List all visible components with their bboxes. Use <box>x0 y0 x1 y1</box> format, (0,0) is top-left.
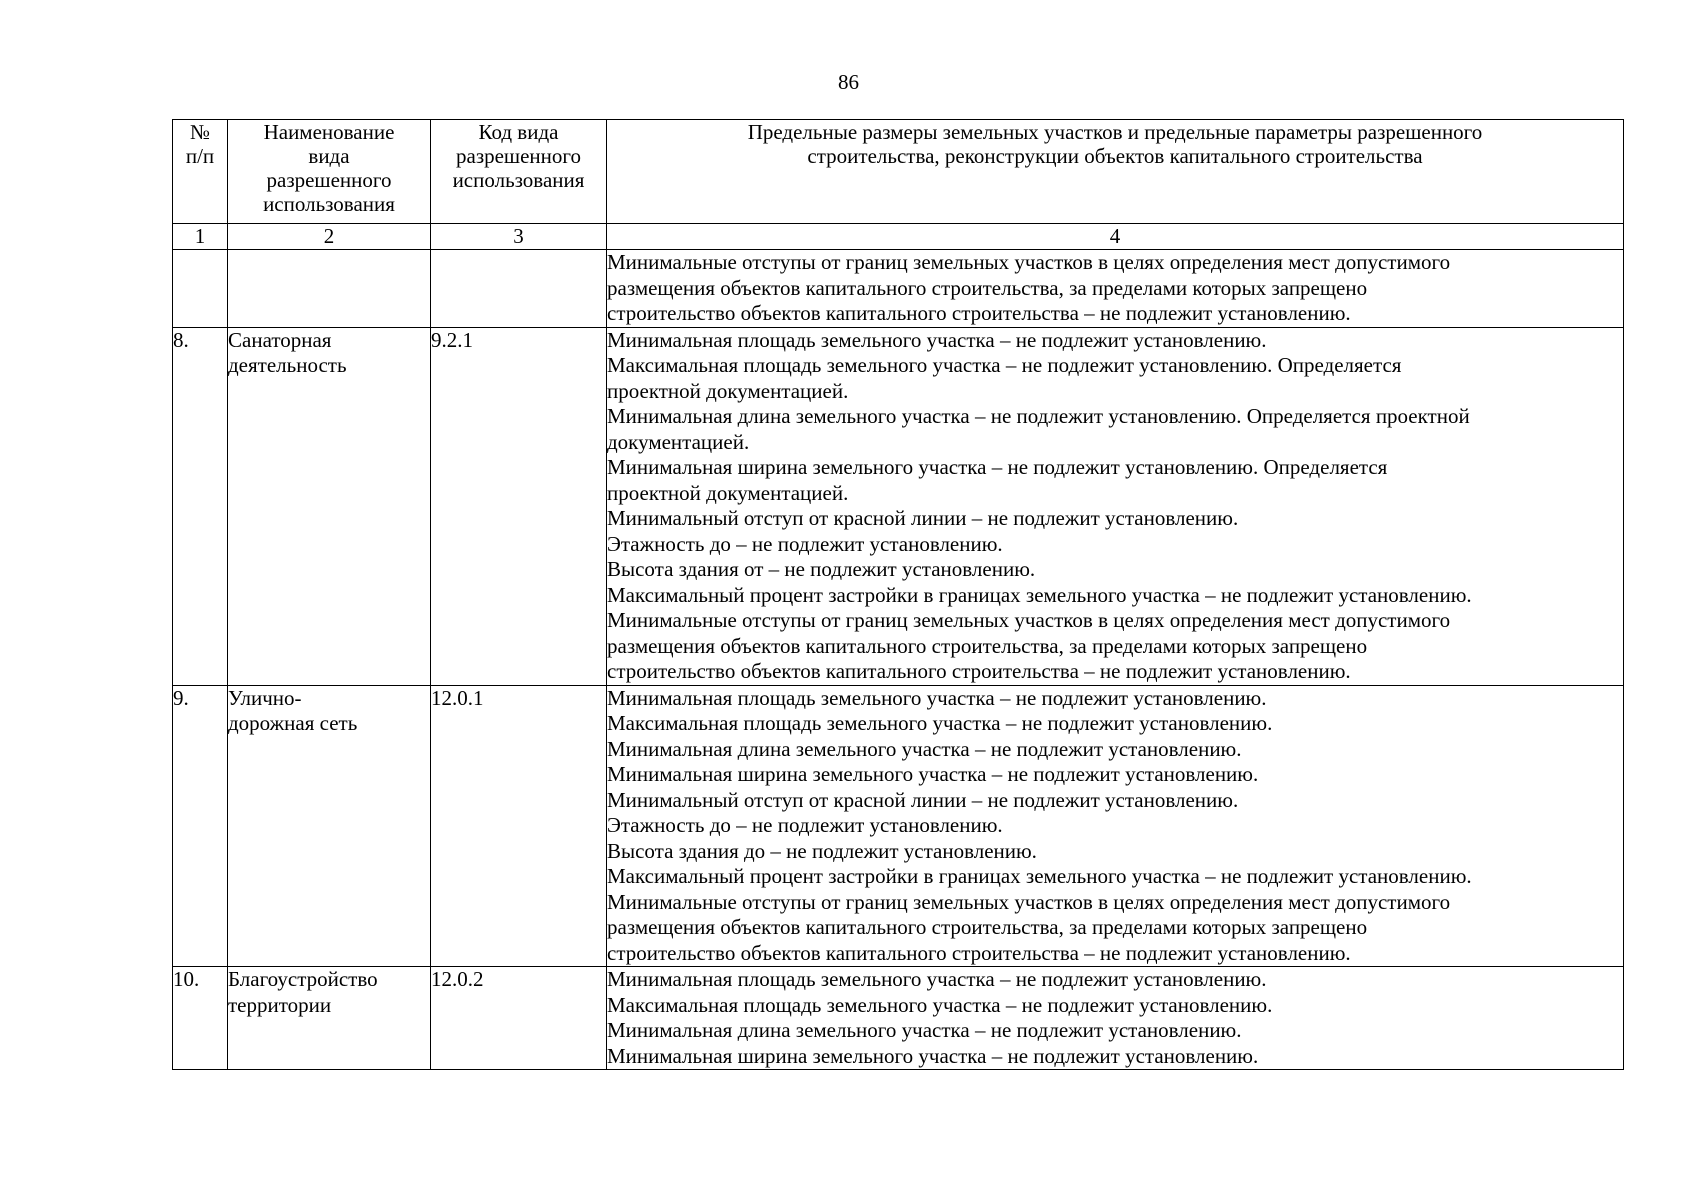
header-text: Наименование <box>263 120 395 144</box>
header-text: вида <box>308 144 350 168</box>
table-body <box>173 250 1624 1070</box>
table-row <box>173 250 1624 328</box>
page-number: 86 <box>838 70 859 94</box>
parameter-line: Минимальные отступы от границ земельных участков в целях определения мест допустимого <box>607 608 1451 632</box>
row-number: 9. <box>173 685 228 967</box>
use-name <box>228 685 431 967</box>
header-text: Предельные размеры земельных участков и предельные параметры разрешенного <box>747 120 1483 144</box>
header-text: строительства, реконструкции объектов капитального строительства <box>807 144 1423 168</box>
parameter-line: документацией. <box>607 429 750 454</box>
use-name-line: Улично- <box>228 685 302 710</box>
row-number: 10. <box>173 967 228 1070</box>
parameter-line: Высота здания до – не подлежит установлению. <box>607 838 1037 863</box>
parameter-line: проектной документацией. <box>607 480 849 505</box>
use-name-line: Санаторная <box>228 327 332 352</box>
column-number: 2 <box>228 224 431 250</box>
header-use-code <box>431 120 607 224</box>
header-text: Код вида <box>478 120 559 144</box>
use-name <box>228 327 431 685</box>
parameter-line: Максимальная площадь земельного участка – не подлежит установлению. <box>607 992 1273 1017</box>
use-name-line: дорожная сеть <box>228 711 358 735</box>
header-text: использования <box>452 168 585 192</box>
parameters-cell <box>607 967 1624 1070</box>
column-number-row <box>173 224 1624 250</box>
use-code: 12.0.1 <box>431 685 607 967</box>
parameter-line: Минимальная площадь земельного участка – не подлежит установлению. <box>607 327 1267 352</box>
header-row <box>173 120 1624 224</box>
header-use-name <box>228 120 431 224</box>
parameter-line: Минимальный отступ от красной линии – не подлежит установлению. <box>607 506 1239 530</box>
table-row <box>173 327 1624 685</box>
parameter-line: проектной документацией. <box>607 378 849 403</box>
use-name <box>228 967 431 1070</box>
header-parameters <box>607 120 1624 224</box>
header-text: использования <box>263 192 395 216</box>
parameter-line: строительство объектов капитального строительства – не подлежит установлению. <box>607 940 1351 965</box>
column-number: 4 <box>607 224 1624 250</box>
parameter-line: Этажность до – не подлежит установлению. <box>607 531 1003 556</box>
header-text: п/п <box>185 144 215 168</box>
parameter-line: Минимальная ширина земельного участка – не подлежит установлению. <box>607 1043 1259 1068</box>
parameter-line: Максимальный процент застройки в границах земельного участка – не подлежит установлению. <box>607 582 1472 607</box>
parameter-line: строительство объектов капитального строительства – не подлежит установлению. <box>607 301 1351 325</box>
parameter-line: размещения объектов капитального строительства, за пределами которых запрещено <box>607 275 1368 300</box>
row-number <box>173 250 228 328</box>
parameter-line: Минимальная площадь земельного участка – не подлежит установлению. <box>607 967 1267 991</box>
row-number: 8. <box>173 327 228 685</box>
header-text: № <box>189 120 211 144</box>
use-code: 9.2.1 <box>431 327 607 685</box>
header-text: разрешенного <box>266 168 392 192</box>
parameter-line: Максимальный процент застройки в границах земельного участка – не подлежит установлению. <box>607 864 1472 888</box>
parameters-cell <box>607 685 1624 967</box>
parameter-line: размещения объектов капитального строительства, за пределами которых запрещено <box>607 633 1368 658</box>
parameter-line: Минимальные отступы от границ земельных участков в целях определения мест допустимого <box>607 250 1451 274</box>
use-code: 12.0.2 <box>431 967 607 1070</box>
parameters-cell <box>607 327 1624 685</box>
use-name-line: Благоустройство <box>228 967 378 991</box>
parameter-line: Максимальная площадь земельного участка – не подлежит установлению. Определяется <box>607 353 1402 377</box>
parameter-line: Минимальная площадь земельного участка – не подлежит установлению. <box>607 685 1267 710</box>
table-row <box>173 685 1624 967</box>
use-name-line: деятельность <box>228 353 347 377</box>
header-number <box>173 120 228 224</box>
parameter-line: Минимальный отступ от красной линии – не подлежит установлению. <box>607 787 1239 812</box>
parameter-line: Минимальная длина земельного участка – не подлежит установлению. Определяется проектной <box>607 404 1470 428</box>
parameter-line: Максимальная площадь земельного участка – не подлежит установлению. <box>607 711 1273 735</box>
regulations-table <box>172 119 1624 1070</box>
parameter-line: Минимальная длина земельного участка – не подлежит установлению. <box>607 736 1242 761</box>
column-number: 1 <box>173 224 228 250</box>
parameter-line: Этажность до – не подлежит установлению. <box>607 813 1003 837</box>
use-code <box>431 250 607 328</box>
parameter-line: Минимальные отступы от границ земельных участков в целях определения мест допустимого <box>607 889 1451 914</box>
column-number: 3 <box>431 224 607 250</box>
use-name <box>228 250 431 328</box>
parameter-line: Минимальная ширина земельного участка – не подлежит установлению. <box>607 762 1259 786</box>
table-row <box>173 967 1624 1070</box>
header-text: разрешенного <box>456 144 581 168</box>
parameter-line: Минимальная длина земельного участка – не подлежит установлению. <box>607 1018 1242 1042</box>
parameter-line: Высота здания от – не подлежит установлению. <box>607 557 1036 581</box>
parameters-cell <box>607 250 1624 328</box>
use-name-line: территории <box>228 992 332 1017</box>
parameter-line: Минимальная ширина земельного участка – не подлежит установлению. Определяется <box>607 455 1388 479</box>
parameter-line: размещения объектов капитального строительства, за пределами которых запрещено <box>607 915 1368 939</box>
parameter-line: строительство объектов капитального строительства – не подлежит установлению. <box>607 659 1351 683</box>
